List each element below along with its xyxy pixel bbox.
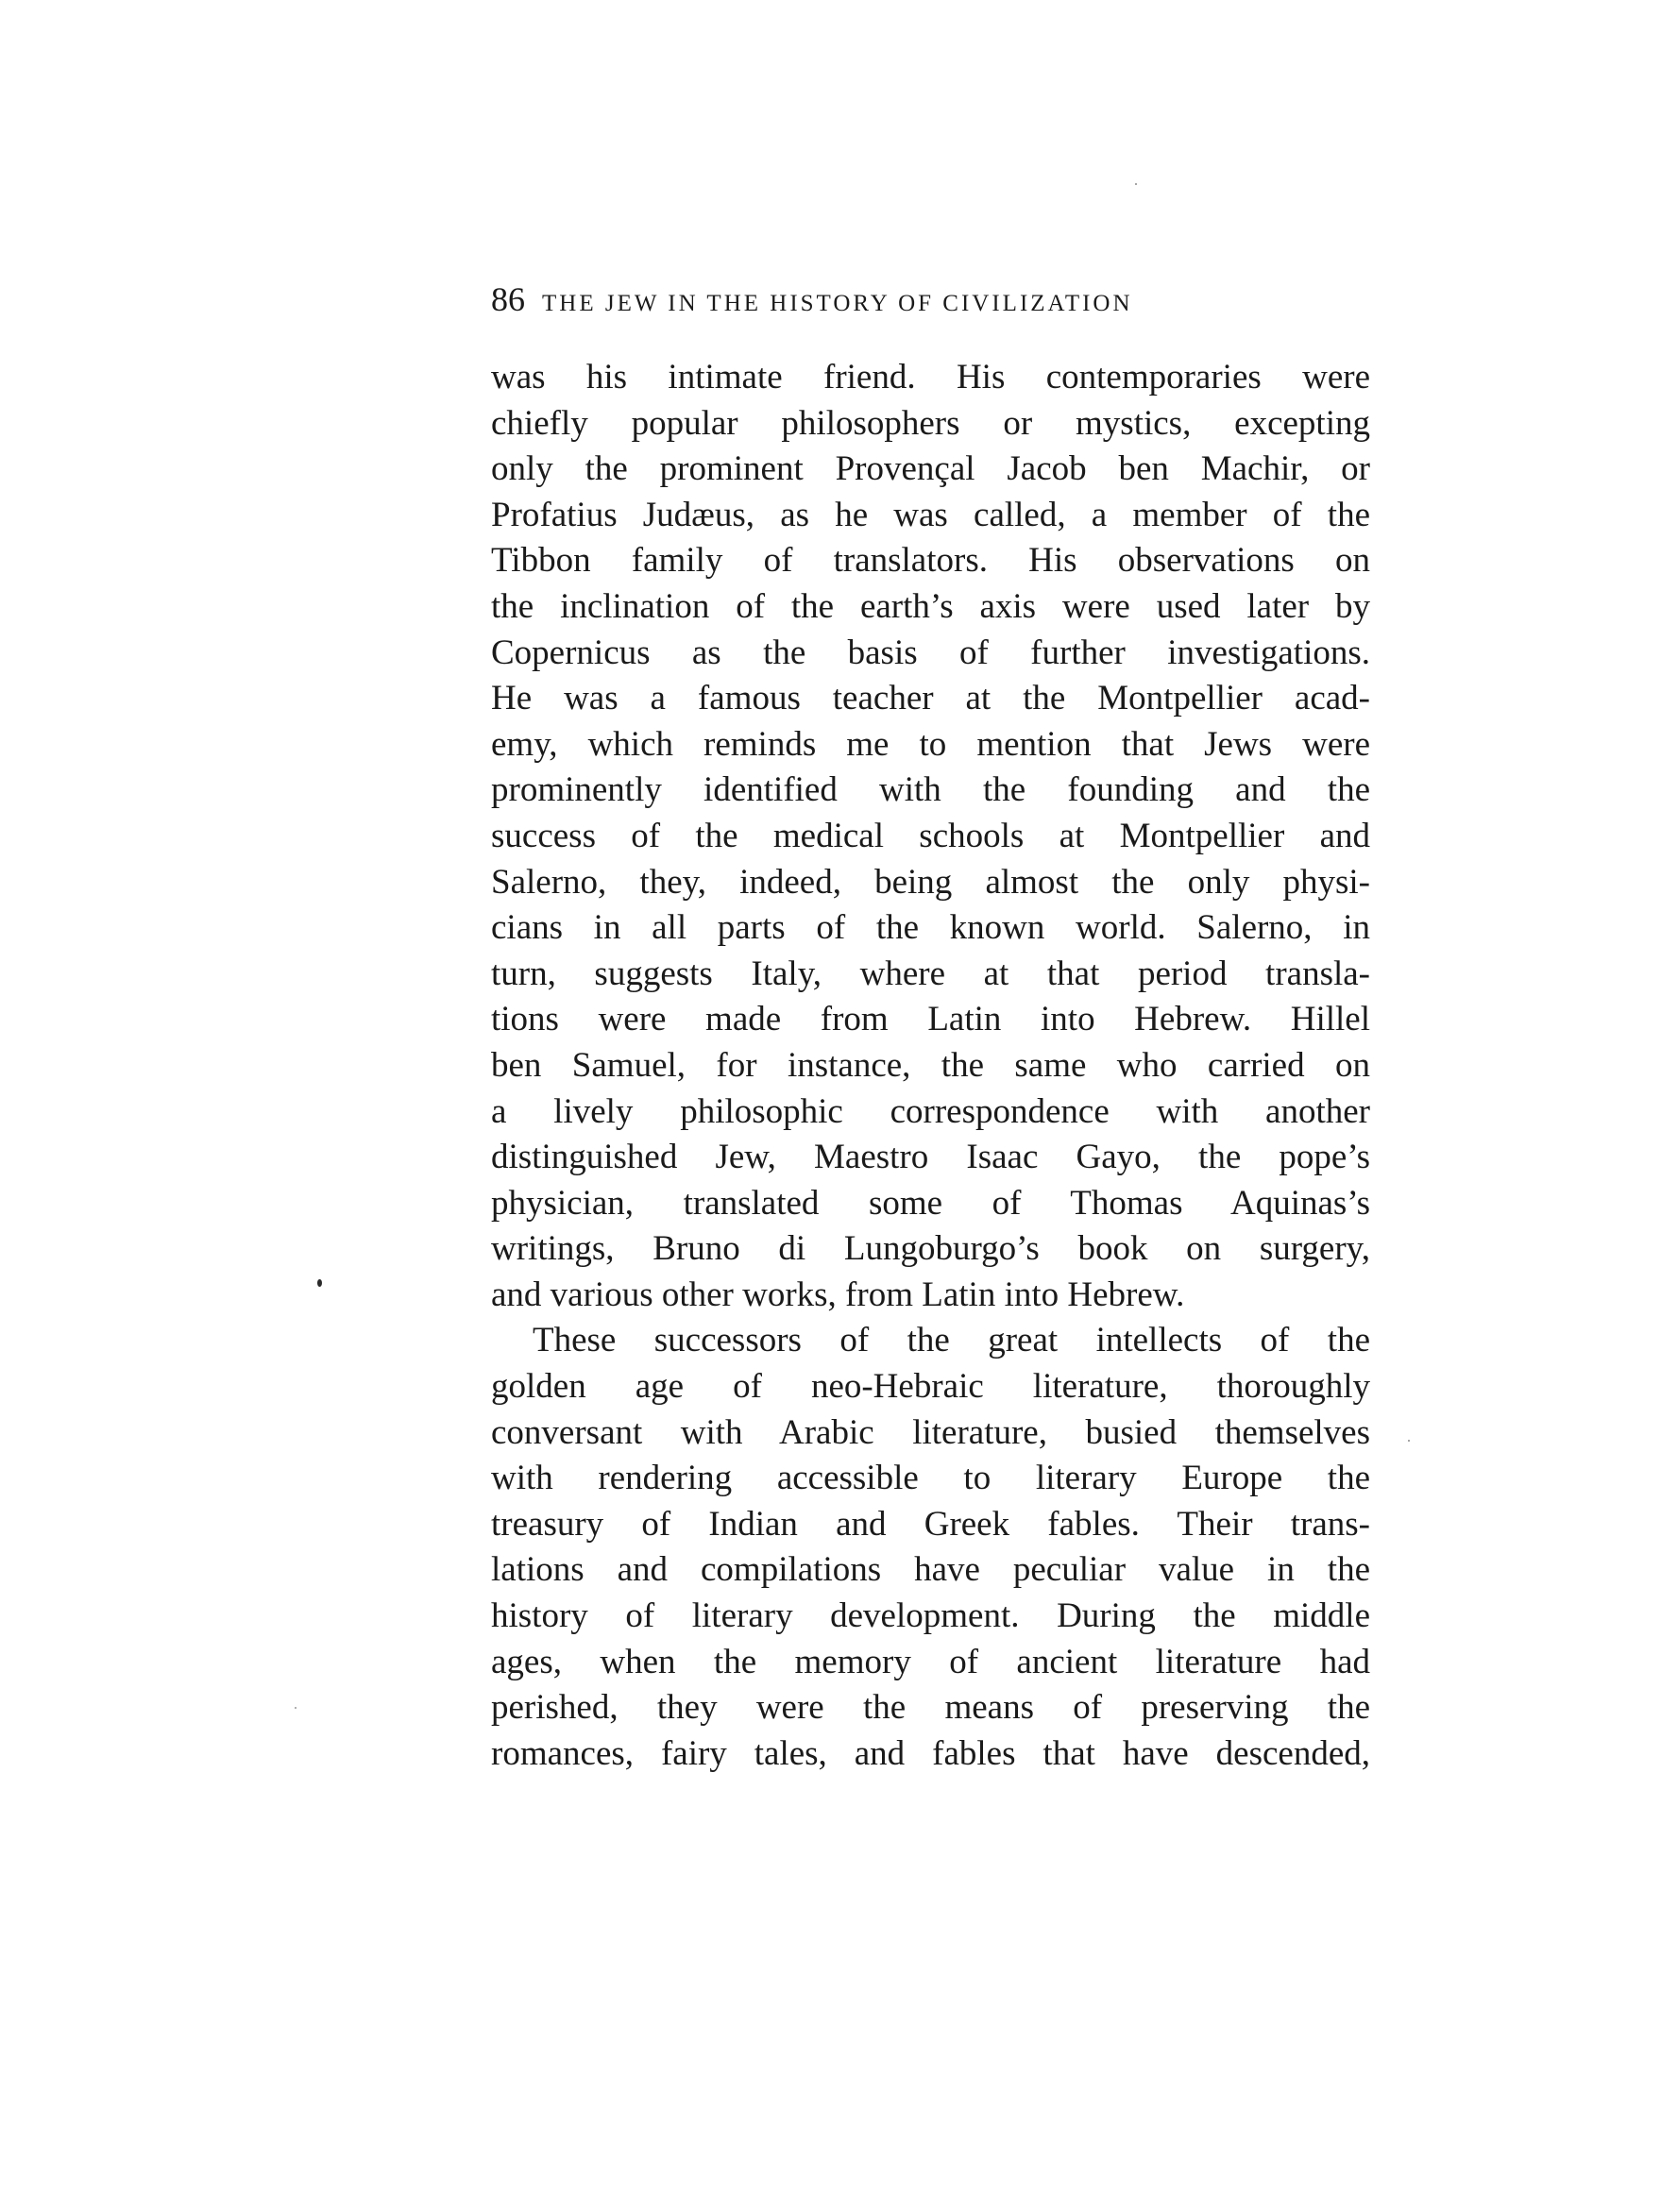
text-line: These successors of the great intellects of the (533, 1321, 1370, 1360)
text-line: was his intimate friend. His contemporaries were (491, 358, 1370, 397)
text-line: the inclination of the earth’s axis were used later by (491, 586, 1370, 626)
text-line: distinguished Jew, Maestro Isaac Gayo, the pope’s (491, 1138, 1370, 1177)
text-line: history of literary development. During the middle (491, 1596, 1370, 1636)
running-title: THE JEW IN THE HISTORY OF CIVILIZATION (542, 291, 1133, 316)
text-line: Tibbon family of translators. His observations on (491, 541, 1370, 581)
paragraph-1 (491, 355, 1370, 1318)
text-line: physician, translated some of Thomas Aquinas’s (491, 1183, 1370, 1223)
body-text (491, 355, 1370, 1777)
text-line: with rendering accessible to literary Europe the (491, 1459, 1370, 1498)
ink-speck (295, 1707, 297, 1709)
text-line: a lively philosophic correspondence with another (491, 1091, 1370, 1131)
text-line: Profatius Judæus, as he was called, a member of the (491, 495, 1370, 534)
text-line: tions were made from Latin into Hebrew. Hillel (491, 1000, 1370, 1039)
text-line: prominently identified with the founding and the (491, 770, 1370, 810)
text-line: chiefly popular philosophers or mystics, excepting (491, 403, 1370, 443)
text-line: romances, fairy tales, and fables that have descended, (491, 1733, 1370, 1773)
running-header (491, 279, 1296, 317)
text-line: writings, Bruno di Lungoburgo’s book on surgery, (491, 1229, 1370, 1269)
text-line: lations and compilations have peculiar value in the (491, 1550, 1370, 1590)
text-line: ages, when the memory of ancient literature had (491, 1642, 1370, 1681)
text-line: Copernicus as the basis of further investigations. (491, 633, 1370, 672)
text-line: conversant with Arabic literature, busied themselves (491, 1412, 1370, 1452)
text-line: He was a famous teacher at the Montpellier acad- (491, 679, 1370, 718)
text-line: cians in all parts of the known world. Salerno, in (491, 908, 1370, 948)
ink-speck (1135, 183, 1137, 185)
text-line: Salerno, they, indeed, being almost the only physi- (491, 862, 1370, 902)
paragraph-2 (491, 1318, 1370, 1777)
text-line: treasury of Indian and Greek fables. Their trans- (491, 1504, 1370, 1544)
text-line: ben Samuel, for instance, the same who carried on (491, 1045, 1370, 1085)
text-line: success of the medical schools at Montpellier and (491, 816, 1370, 855)
page-number: 86 (491, 280, 525, 318)
text-line: turn, suggests Italy, where at that period transla- (491, 954, 1370, 993)
text-line: only the prominent Provençal Jacob ben Machir, or (491, 449, 1370, 489)
text-line: emy, which reminds me to mention that Jews were (491, 724, 1370, 764)
ink-speck (1408, 1440, 1410, 1442)
text-line: and various other works, from Latin into Hebrew. (491, 1275, 1185, 1314)
ink-speck (317, 1279, 322, 1287)
text-line: golden age of neo-Hebraic literature, thoroughly (491, 1367, 1370, 1407)
text-line: perished, they were the means of preserving the (491, 1688, 1370, 1728)
